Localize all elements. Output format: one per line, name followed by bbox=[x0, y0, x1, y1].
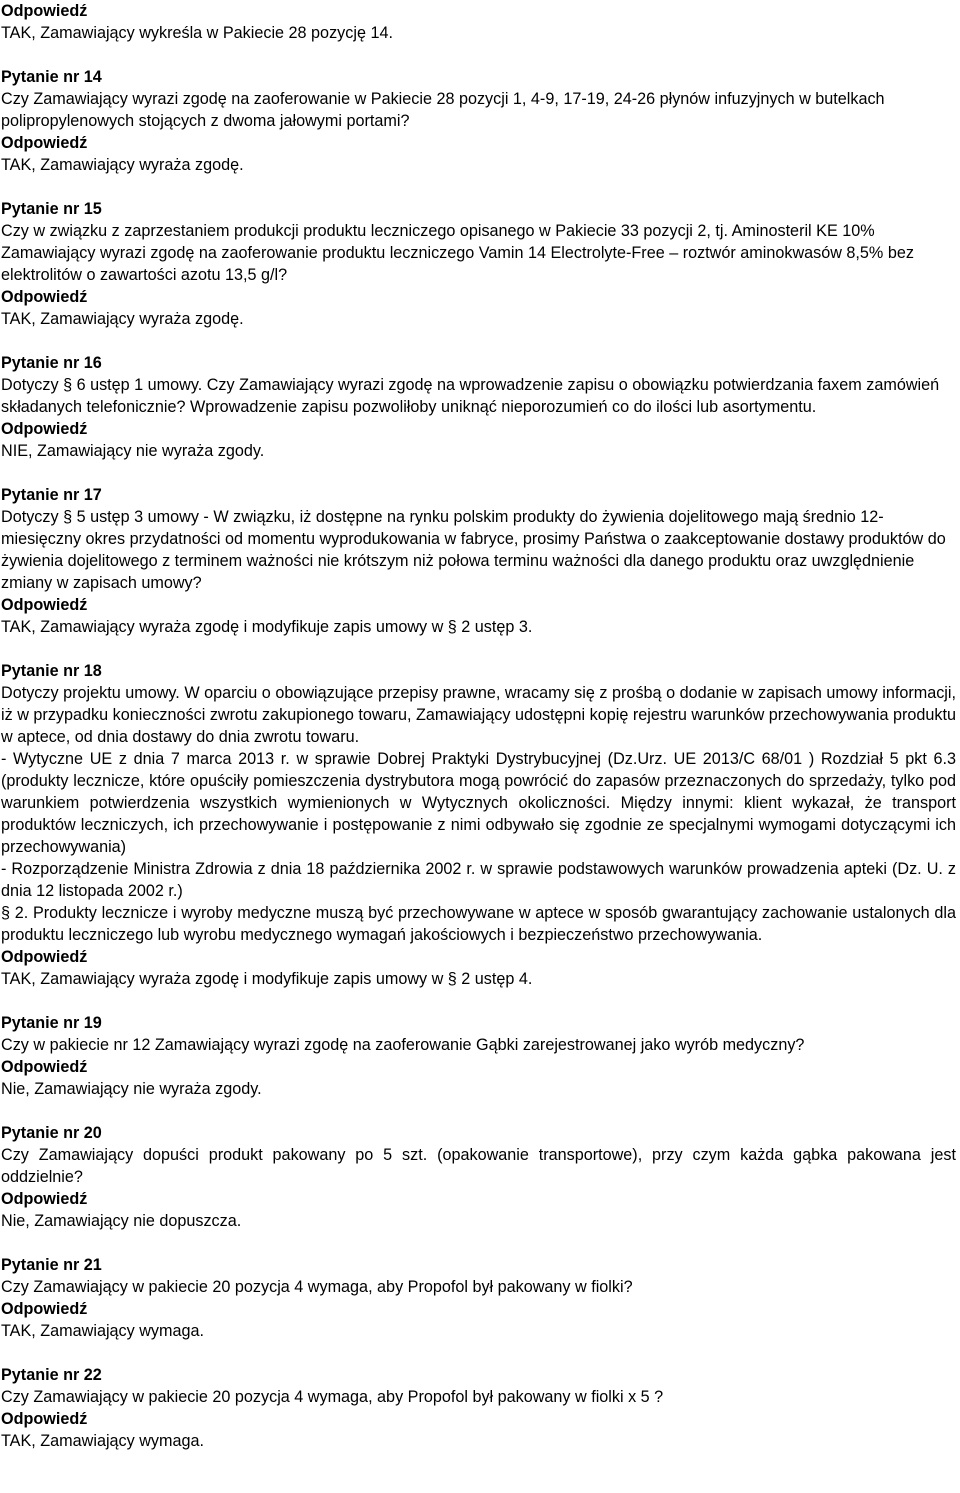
answer-text: NIE, Zamawiający nie wyraża zgody. bbox=[1, 442, 265, 460]
question-title: Pytanie nr 14 bbox=[1, 68, 102, 86]
answer-text: TAK, Zamawiający wyraża zgodę. bbox=[1, 310, 244, 328]
question-text: Dotyczy § 5 ustęp 3 umowy - W związku, iż dostępne na rynku polskim produkty do żywienia dojelitowego mają średnio 12-miesięczny okres przydatności od momentu wyprodukowania w fabryce, prosimy Państwa o zaakceptowanie dostawy produktów do żywienia dojelitowego z terminem ważności nie krótszym niż połowa terminu ważności dla danego produktu oraz uwzględnienie zmiany w zapisach umowy? bbox=[1, 508, 951, 592]
question-title: Pytanie nr 20 bbox=[1, 1124, 102, 1142]
question-text-paragraph-1: Dotyczy projektu umowy. W oparciu o obowiązujące przepisy prawne, wracamy się z prośbą o dodanie w zapisach umowy informacji, iż w przypadku konieczności zwrotu zakupionego towaru, Zamawiający udostępni kopię rejestru warunków przechowywania produktu w aptece, od dnia dostawy do dnia zwrotu towaru. bbox=[1, 684, 956, 746]
answer-label: Odpowiedź bbox=[1, 1058, 88, 1076]
question-text: Czy Zamawiający dopuści produkt pakowany po 5 szt. (opakowanie transportowe), przy czym każda gąbka pakowana jest oddzielnie? bbox=[1, 1146, 956, 1186]
question-title: Pytanie nr 21 bbox=[1, 1256, 102, 1274]
answer-label: Odpowiedź bbox=[1, 1410, 88, 1428]
question-title: Pytanie nr 16 bbox=[1, 354, 102, 372]
question-title: Pytanie nr 15 bbox=[1, 200, 102, 218]
question-14 bbox=[1, 66, 956, 176]
answer-text: TAK, Zamawiający wyraża zgodę i modyfikuje zapis umowy w § 2 ustęp 3. bbox=[1, 618, 533, 636]
answer-label: Odpowiedź bbox=[1, 1300, 88, 1318]
question-text-paragraph-3: - Rozporządzenie Ministra Zdrowia z dnia 18 października 2002 r. w sprawie podstawowych warunków prowadzenia apteki (Dz. U. z dnia 12 listopada 2002 r.) bbox=[1, 860, 956, 900]
question-title: Pytanie nr 22 bbox=[1, 1366, 102, 1384]
question-text: Czy Zamawiający wyrazi zgodę na zaoferowanie w Pakiecie 28 pozycji 1, 4-9, 17-19, 24-26 płynów infuzyjnych w butelkach polipropylenowych stojących z dwoma jałowymi portami? bbox=[1, 90, 890, 130]
answer-text: TAK, Zamawiający wymaga. bbox=[1, 1322, 204, 1340]
question-title: Pytanie nr 18 bbox=[1, 662, 102, 680]
question-text: Czy Zamawiający w pakiecie 20 pozycja 4 wymaga, aby Propofol był pakowany w fiolki x 5 ? bbox=[1, 1388, 664, 1406]
answer-text: Nie, Zamawiający nie wyraża zgody. bbox=[1, 1080, 262, 1098]
answer-label: Odpowiedź bbox=[1, 596, 88, 614]
question-text: Czy Zamawiający w pakiecie 20 pozycja 4 wymaga, aby Propofol był pakowany w fiolki? bbox=[1, 1278, 633, 1296]
question-21 bbox=[1, 1254, 956, 1342]
answer-label: Odpowiedź bbox=[1, 948, 88, 966]
answer-text: TAK, Zamawiający wyraża zgodę i modyfikuje zapis umowy w § 2 ustęp 4. bbox=[1, 970, 533, 988]
question-22 bbox=[1, 1364, 956, 1452]
question-text-paragraph-2: - Wytyczne UE z dnia 7 marca 2013 r. w sprawie Dobrej Praktyki Dystrybucyjnej (Dz.Urz. UE 2013/C 68/01 ) Rozdział 5 pkt 6.3 (produkty lecznicze, które opuściły pomieszczenia dystrybutora mogą powrócić do zapasów przeznaczonych do sprzedaży, tylko pod warunkiem potwierdzenia wszystkich wymienionych w Wytycznych okoliczności. Między innymi: klient wykazał, że transport produktów leczniczych, ich przechowywanie i postępowanie z nimi odbywało się zgodnie ze specjalnymi wymogami dotyczącymi ich przechowywania) bbox=[1, 750, 956, 856]
answer-text: TAK, Zamawiający wyraża zgodę. bbox=[1, 156, 244, 174]
question-15 bbox=[1, 198, 956, 330]
question-title: Pytanie nr 17 bbox=[1, 486, 102, 504]
answer-label: Odpowiedź bbox=[1, 288, 88, 306]
answer-label: Odpowiedź bbox=[1, 420, 88, 438]
question-17 bbox=[1, 484, 956, 638]
question-text: Czy w pakiecie nr 12 Zamawiający wyrazi zgodę na zaoferowanie Gąbki zarejestrowanej jako wyrób medyczny? bbox=[1, 1036, 805, 1054]
question-text: Czy w związku z zaprzestaniem produkcji produktu leczniczego opisanego w Pakiecie 33 pozycji 2, tj. Aminosteril KE 10% Zamawiający wyrazi zgodę na zaoferowanie produktu leczniczego Vamin 14 Electrolyte-Free – roztwór aminokwasów 8,5% bez elektrolitów o zawartości azotu 13,5 g/l? bbox=[1, 222, 919, 284]
question-20 bbox=[1, 1122, 956, 1232]
intro-answer-block bbox=[1, 0, 956, 44]
answer-text: Nie, Zamawiający nie dopuszcza. bbox=[1, 1212, 242, 1230]
question-title: Pytanie nr 19 bbox=[1, 1014, 102, 1032]
answer-text: TAK, Zamawiający wymaga. bbox=[1, 1432, 204, 1450]
answer-text: TAK, Zamawiający wykreśla w Pakiecie 28 pozycję 14. bbox=[1, 24, 393, 42]
answer-label: Odpowiedź bbox=[1, 134, 88, 152]
answer-label: Odpowiedź bbox=[1, 1190, 88, 1208]
answer-label: Odpowiedź bbox=[1, 2, 88, 20]
question-16 bbox=[1, 352, 956, 462]
question-text-paragraph-4: § 2. Produkty lecznicze i wyroby medyczne muszą być przechowywane w aptece w sposób gwarantujący zachowanie ustalonych dla produktu leczniczego lub wyrobu medycznego wymagań jakościowych i bezpieczeństwo przechowywania. bbox=[1, 904, 956, 944]
question-19 bbox=[1, 1012, 956, 1100]
question-18 bbox=[1, 660, 956, 990]
question-text: Dotyczy § 6 ustęp 1 umowy. Czy Zamawiający wyrazi zgodę na wprowadzenie zapisu o obowiązku potwierdzania faxem zamówień składanych telefonicznie? Wprowadzenie zapisu pozwoliłoby uniknąć nieporozumień co do ilości lub asortymentu. bbox=[1, 376, 944, 416]
